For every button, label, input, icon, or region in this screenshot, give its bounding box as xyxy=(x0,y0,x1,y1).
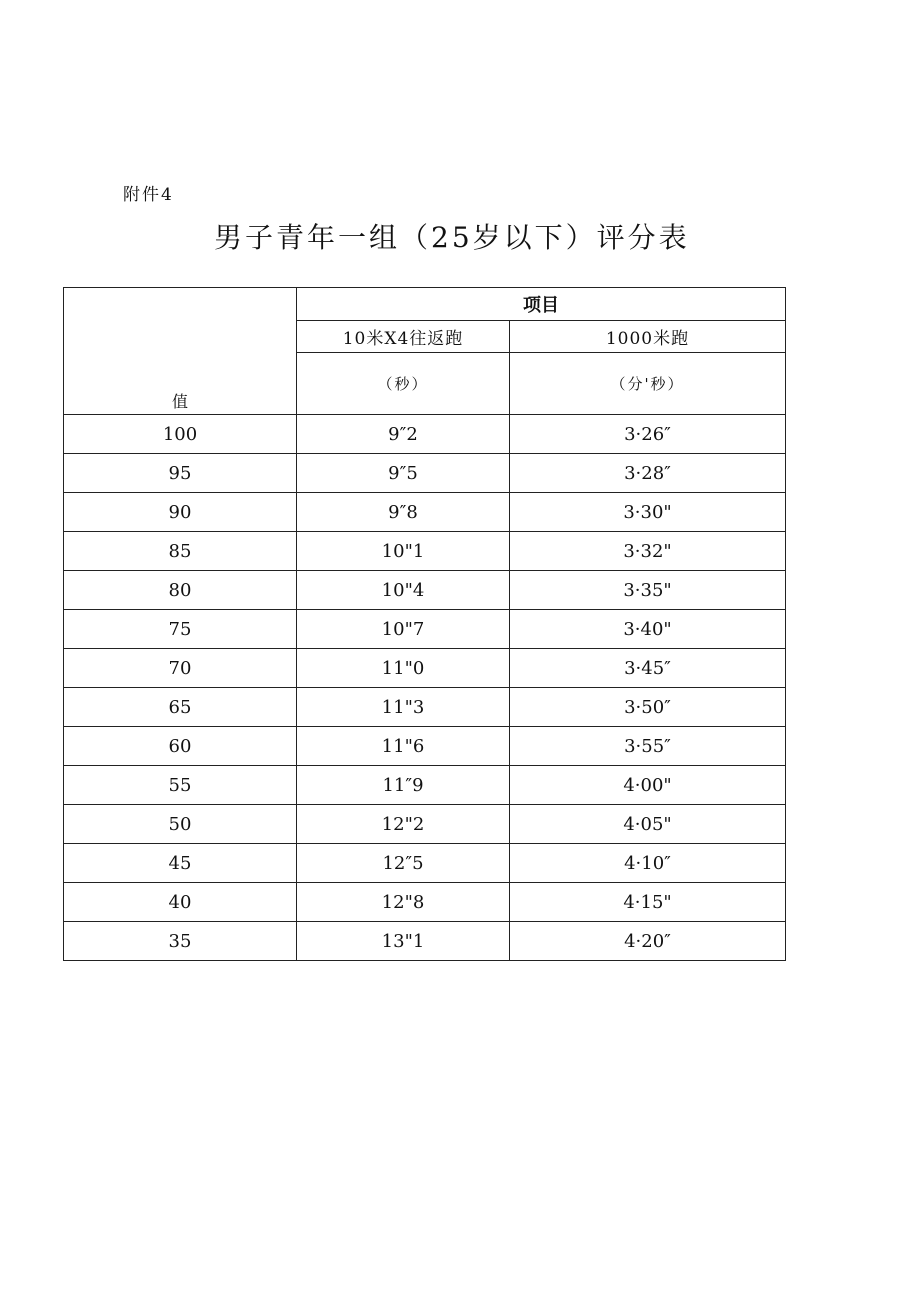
run-time-cell: 3·40" xyxy=(510,610,786,649)
table-row xyxy=(64,571,786,610)
shuttle-time-cell: 11"6 xyxy=(297,727,510,766)
table-row xyxy=(64,454,786,493)
run-time-cell: 3·55″ xyxy=(510,727,786,766)
run-time-cell: 4·10″ xyxy=(510,844,786,883)
score-cell: 50 xyxy=(64,805,297,844)
score-cell: 90 xyxy=(64,493,297,532)
unit-run: （分'秒） xyxy=(510,353,786,415)
score-cell: 80 xyxy=(64,571,297,610)
table-row xyxy=(64,844,786,883)
shuttle-time-cell: 13"1 xyxy=(297,922,510,961)
run-time-cell: 3·35" xyxy=(510,571,786,610)
corner-cell: 值 xyxy=(64,288,297,415)
table-row xyxy=(64,649,786,688)
table-row xyxy=(64,415,786,454)
column-header-shuttle: 10米X4往返跑 xyxy=(297,321,510,353)
score-cell: 95 xyxy=(64,454,297,493)
shuttle-time-cell: 10"1 xyxy=(297,532,510,571)
shuttle-time-cell: 10"4 xyxy=(297,571,510,610)
run-time-cell: 4·20″ xyxy=(510,922,786,961)
run-time-cell: 4·00" xyxy=(510,766,786,805)
page-title: 男子青年一组（25岁以下）评分表 xyxy=(214,221,690,254)
score-cell: 100 xyxy=(64,415,297,454)
run-time-cell: 3·26″ xyxy=(510,415,786,454)
table-row xyxy=(64,766,786,805)
table-row xyxy=(64,493,786,532)
shuttle-time-cell: 11"0 xyxy=(297,649,510,688)
shuttle-time-cell: 9″5 xyxy=(297,454,510,493)
table-row xyxy=(64,688,786,727)
score-cell: 60 xyxy=(64,727,297,766)
shuttle-time-cell: 12"8 xyxy=(297,883,510,922)
score-cell: 70 xyxy=(64,649,297,688)
table-row xyxy=(64,883,786,922)
score-cell: 45 xyxy=(64,844,297,883)
group-header: 项目 xyxy=(297,288,786,321)
run-time-cell: 4·05" xyxy=(510,805,786,844)
score-cell: 35 xyxy=(64,922,297,961)
run-time-cell: 3·50″ xyxy=(510,688,786,727)
table-row xyxy=(64,532,786,571)
shuttle-time-cell: 9″2 xyxy=(297,415,510,454)
shuttle-time-cell: 11"3 xyxy=(297,688,510,727)
table-row xyxy=(64,610,786,649)
table-body xyxy=(64,288,786,961)
header-row-group xyxy=(64,288,786,321)
table-row xyxy=(64,805,786,844)
shuttle-time-cell: 11″9 xyxy=(297,766,510,805)
annex-label: 附件4 xyxy=(123,185,174,205)
score-cell: 55 xyxy=(64,766,297,805)
table-row xyxy=(64,727,786,766)
score-cell: 75 xyxy=(64,610,297,649)
run-time-cell: 3·45″ xyxy=(510,649,786,688)
unit-shuttle: （秒） xyxy=(297,353,510,415)
shuttle-time-cell: 9″8 xyxy=(297,493,510,532)
table-row xyxy=(64,922,786,961)
run-time-cell: 3·30" xyxy=(510,493,786,532)
run-time-cell: 4·15" xyxy=(510,883,786,922)
score-cell: 40 xyxy=(64,883,297,922)
score-table xyxy=(63,287,786,961)
score-cell: 65 xyxy=(64,688,297,727)
shuttle-time-cell: 10"7 xyxy=(297,610,510,649)
score-cell: 85 xyxy=(64,532,297,571)
column-header-run: 1000米跑 xyxy=(510,321,786,353)
run-time-cell: 3·32" xyxy=(510,532,786,571)
run-time-cell: 3·28″ xyxy=(510,454,786,493)
shuttle-time-cell: 12"2 xyxy=(297,805,510,844)
shuttle-time-cell: 12″5 xyxy=(297,844,510,883)
